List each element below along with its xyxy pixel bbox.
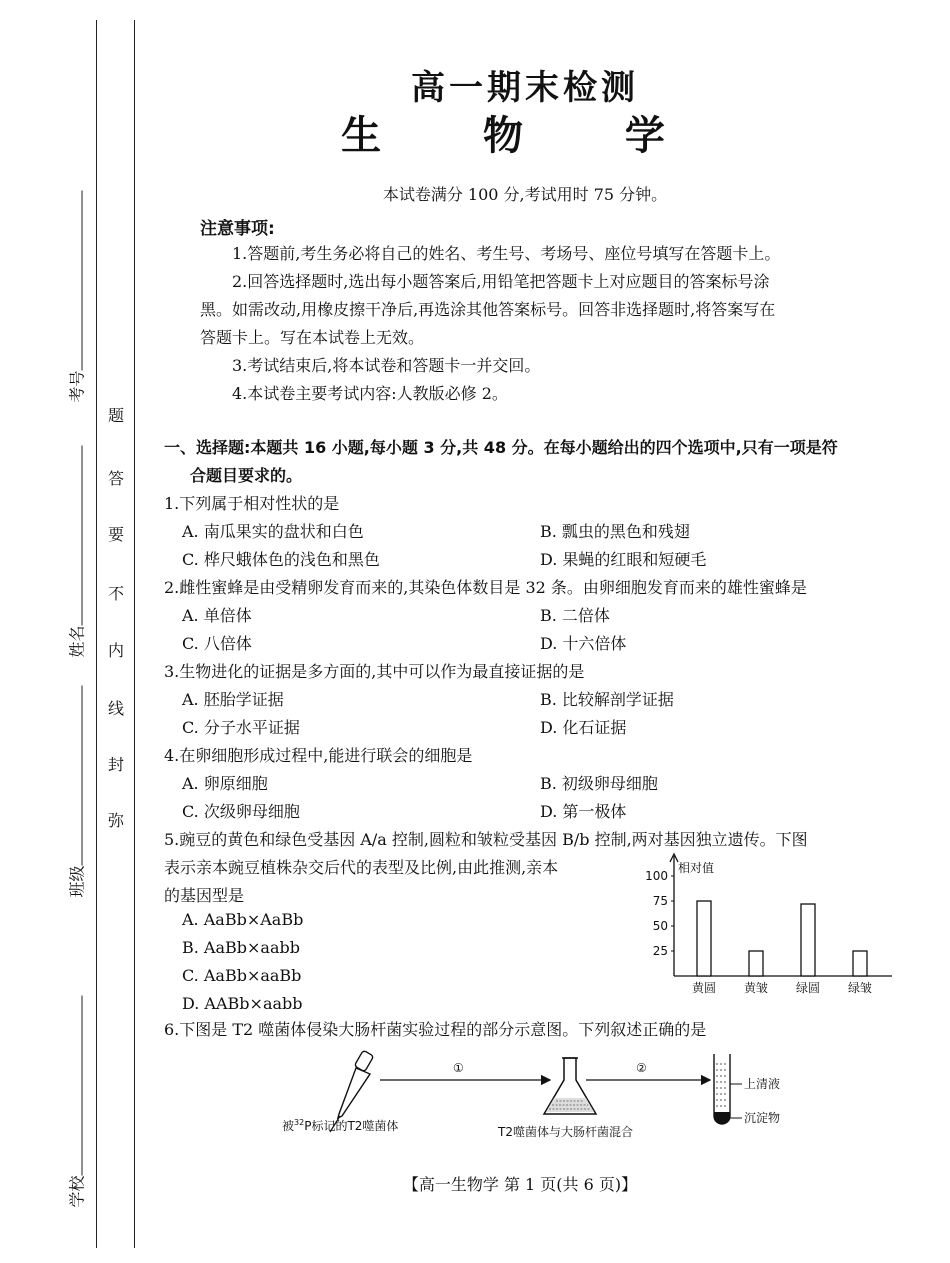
margin-warning-char: 封 [108,755,125,774]
mixing-caption: T2噬菌体与大肠杆菌混合 [498,1125,633,1139]
option-d: D. AABb×aabb [182,994,303,1013]
option-d: D. 第一极体 [540,802,627,821]
x-tick-label: 绿圆 [795,981,821,995]
y-axis-label: 相对值 [678,861,715,875]
chart-bars [697,901,867,976]
note-line: 1.答题前,考生务必将自己的姓名、考生号、考场号、座位号填写在答题卡上。 [232,244,781,263]
page-footer: 【高一生物学 第 1 页(共 6 页)】 [402,1175,638,1194]
margin-warning-char: 答 [108,469,125,488]
option-b: B. 初级卵母细胞 [540,774,658,793]
x-tick-label: 绿皱 [847,981,873,995]
subject-title: 生 物 学 [341,113,709,159]
y-tick-label: 100 [645,869,668,883]
option-b: B. 二倍体 [540,606,610,625]
q5-line3: 的基因型是 [164,886,245,905]
phenotype-bar-chart [640,852,900,1002]
question-stem: 3.生物进化的证据是多方面的,其中可以作为最直接证据的是 [164,662,585,681]
bar [749,951,763,976]
margin-warning-char: 要 [108,525,125,544]
class-field[interactable] [65,685,88,897]
y-tick-label: 50 [652,919,668,933]
option-c: C. 八倍体 [182,634,252,653]
step-2-label: ② [636,1061,647,1075]
sediment-label: 沉淀物 [744,1111,781,1125]
bar [853,951,867,976]
section-heading [164,434,894,490]
exam-info: 本试卷满分 100 分,考试用时 75 分钟。 [382,185,668,204]
margin-warning-char: 线 [108,699,125,718]
exam-title: 高一期末检测 [411,68,639,108]
x-tick-label: 黄圆 [691,981,717,995]
supernatant-label: 上清液 [744,1077,781,1091]
question-stem: 4.在卵细胞形成过程中,能进行联会的细胞是 [164,746,473,765]
y-tick-label: 75 [652,894,668,908]
margin-warning-char: 弥 [108,811,125,830]
exam-number-label: 考号 [67,370,87,403]
option-a: A. 卵原细胞 [182,774,268,793]
caption-superscript: 32 [294,1118,305,1127]
name-field[interactable] [65,445,88,657]
question-stem: 1.下列属于相对性状的是 [164,494,340,513]
note-line: 黑。如需改动,用橡皮擦干净后,再选涂其他答案标号。回答非选择题时,将答案写在 [200,300,776,319]
school-label: 学校 [67,1175,87,1208]
note-line: 4.本试卷主要考试内容:人教版必修 2。 [232,384,508,403]
y-tick-label: 25 [652,944,668,958]
option-a: A. 单倍体 [182,606,252,625]
caption-suffix: P标记的T2噬菌体 [304,1119,399,1133]
section-heading-line1: 一、选择题:本题共 16 小题,每小题 3 分,共 48 分。在每小题给出的四个选项中,只有一项是符 [164,438,838,457]
margin-warning-char: 内 [108,641,125,660]
option-c: C. 次级卵母细胞 [182,802,300,821]
caption-prefix: 被 [282,1119,295,1133]
option-a: A. AaBb×AaBb [182,910,304,929]
step-1-label: ① [453,1061,464,1075]
note-line: 答题卡上。写在本试卷上无效。 [200,328,425,347]
option-a: A. 南瓜果实的盘状和白色 [182,522,364,541]
labeled-phage-caption [282,1118,398,1133]
option-d: D. 果蝇的红眼和短硬毛 [540,550,707,569]
name-label: 姓名 [67,625,87,658]
q5-line2: 表示亲本豌豆植株杂交后代的表型及比例,由此推测,亲本 [164,858,559,877]
t2-experiment-diagram [270,1050,830,1150]
margin-warning-char: 题 [108,406,125,425]
section-heading-line2: 合题目要求的。 [190,466,303,485]
margin-warning-char: 不 [108,584,125,603]
question-stem: 6.下图是 T2 噬菌体侵染大肠杆菌实验过程的部分示意图。下列叙述正确的是 [164,1020,707,1039]
test-tube-icon [714,1054,730,1124]
option-c: C. 桦尺蛾体色的浅色和黑色 [182,550,380,569]
option-d: D. 化石证据 [540,718,627,737]
q5-line1: 5.豌豆的黄色和绿色受基因 A/a 控制,圆粒和皱粒受基因 B/b 控制,两对基因独立遗传。下图 [164,830,808,849]
option-b: B. 瓢虫的黑色和残翅 [540,522,690,541]
x-tick-label: 黄皱 [743,981,769,995]
question-stem: 2.雌性蜜蜂是由受精卵发育而来的,其染色体数目是 32 条。由卵细胞发育而来的雄性蜜蜂是 [164,578,807,597]
option-b: B. 比较解剖学证据 [540,690,674,709]
option-c: C. 分子水平证据 [182,718,300,737]
note-line: 2.回答选择题时,选出每小题答案后,用铅笔把答题卡上对应题目的答案标号涂 [232,272,770,291]
bar [697,901,711,976]
notes-heading: 注意事项: [200,219,275,239]
bar [801,904,815,976]
note-line: 3.考试结束后,将本试卷和答题卡一并交回。 [232,356,541,375]
class-label: 班级 [67,865,87,898]
exam-number-field[interactable] [65,190,88,402]
option-d: D. 十六倍体 [540,634,627,653]
option-c: C. AaBb×aaBb [182,966,302,985]
option-b: B. AaBb×aabb [182,938,300,957]
notes-block [200,240,870,408]
flask-icon [544,1058,596,1114]
option-a: A. 胚胎学证据 [182,690,284,709]
